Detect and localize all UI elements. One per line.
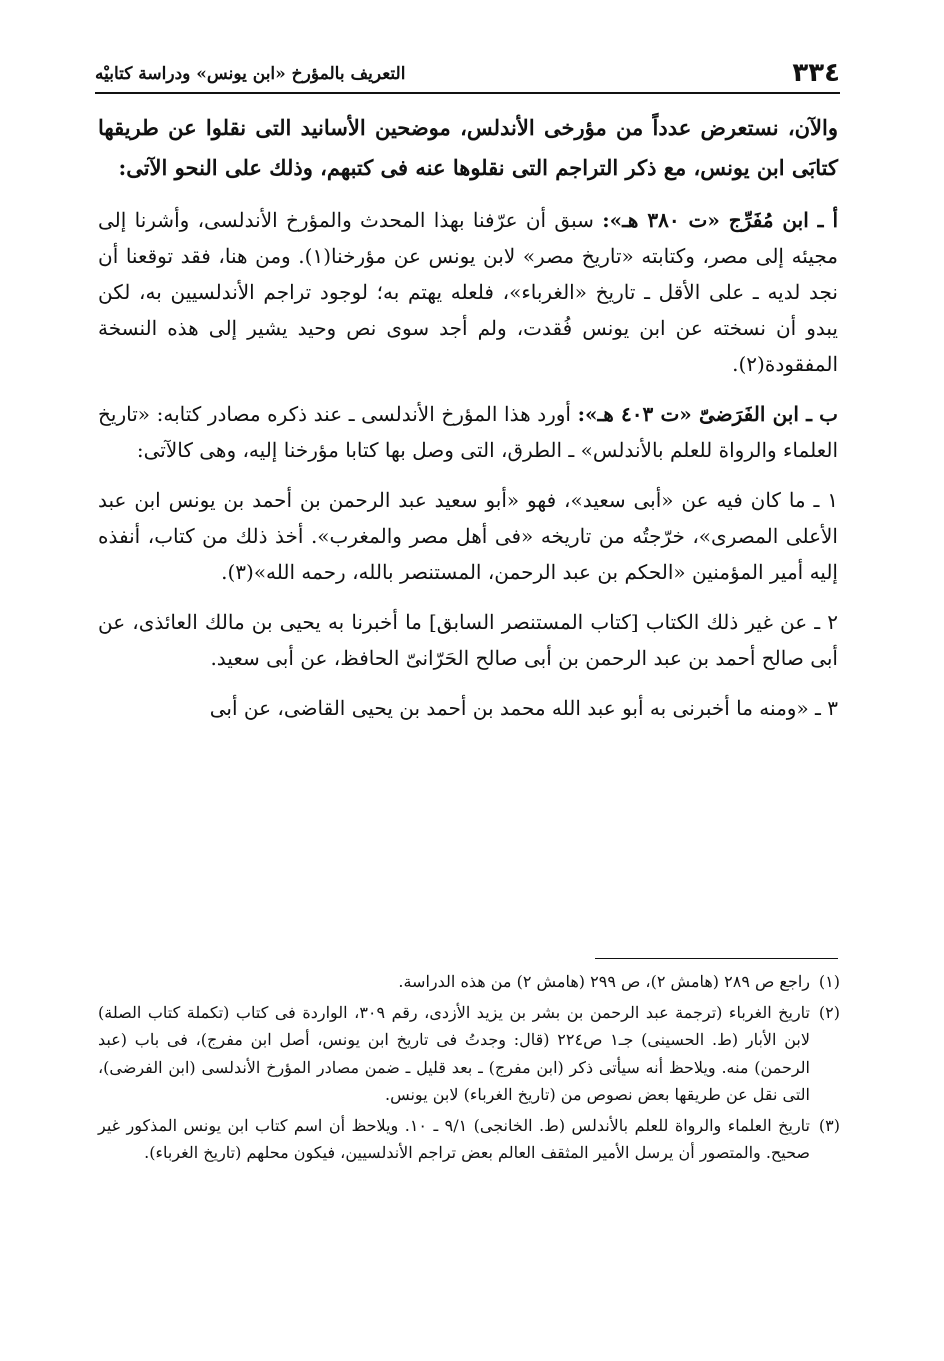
footnote-separator — [595, 958, 838, 959]
main-text — [98, 108, 838, 740]
footnote-1 — [98, 968, 840, 996]
footnotes — [98, 968, 840, 1170]
footnote-number: (٣) — [818, 1115, 840, 1135]
header-rule — [95, 92, 840, 94]
section-b-paragraph — [98, 396, 838, 468]
section-b-label: ب ـ ابن الفَرَضىّ «ت ٤٠٣ هـ»: — [577, 402, 838, 426]
section-b-text: أورد هذا المؤرخ الأندلسى ـ عند ذكره مصادر كتابه: «تاريخ العلماء والرواة للعلم بالأندلس» ـ الطرق، التى وصل بها كتابا مؤرخنا إليه، وهى كالآتى: — [98, 402, 838, 462]
running-title: التعريف بالمؤرخ «ابن يونس» ودراسة كتابيْه — [95, 64, 406, 84]
list-item-1: ١ ـ ما كان فيه عن «أبى سعيد»، فهو «أبو سعيد عبد الرحمن بن أحمد بن يونس ابن عبد الأعلى المصرى»، خرّجتُه من تاريخه «فى أهل مصر والمغرب». أخذ ذلك من كتاب، أنفذه إليه أمير المؤمنين «الحكم بن عبد الرحمن، المستنصر بالله، رحمه الله»(٣). — [98, 488, 838, 584]
intro-paragraph: والآن، نستعرض عدداً من مؤرخى الأندلس، موضحين الأسانيد التى نقلوا عن طريقها كتابَى ابن يونس، مع ذكر التراجم التى نقلوها عنه فى كتبهم، وذلك على النحو الآتى: — [98, 115, 838, 180]
list-item-2: ٢ ـ عن غير ذلك الكتاب [كتاب المستنصر السابق] ما أخبرنا به يحيى بن مالك العائذى، عن أبى صالح أحمد بن عبد الرحمن بن أبى صالح الحَرّانىّ الحافظ، عن أبى سعيد. — [98, 610, 838, 670]
footnote-2 — [98, 999, 840, 1109]
running-header — [95, 58, 840, 88]
footnote-text: تاريخ العلماء والرواة للعلم بالأندلس (ط. الخانجى) ٩/١ ـ ١٠. ويلاحظ أن اسم كتاب ابن يونس المذكور غير صحيح. والمتصور أن يرسل الأمير المثقف العالم بعض تراجم الأندلسيين، فيكون محلهم (تاريخ الغرباء). — [98, 1115, 811, 1162]
footnote-number: (١) — [818, 972, 840, 991]
list-item-3: ٣ ـ «ومنه ما أخبرنى به أبو عبد الله محمد بن أحمد بن يحيى القاضى، عن أبى — [209, 696, 838, 720]
section-a-label: أ ـ ابن مُفَرِّج «ت ٣٨٠ هـ»: — [602, 208, 838, 232]
section-a-paragraph — [98, 202, 838, 382]
footnote-3 — [98, 1112, 840, 1167]
section-a-text: سبق أن عرّفنا بهذا المحدث والمؤرخ الأندلسى، وأشرنا إلى مجيئه إلى مصر، وكتابته «تاريخ مصر» لابن يونس عن مؤرخنا(١). ومن هنا، فقد توقعنا أن نجد لديه ـ على الأقل ـ تاريخ «الغرباء»، فلعله يهتم به؛ لوجود تراجم الأندلسيين به، لكن يبدو أن نسخته عن ابن يونس فُقدت، ولم أجد سوى نص وحيد يشير إلى هذه النسخة المفقودة(٢). — [98, 208, 838, 376]
footnote-text: راجع ص ٢٨٩ (هامش ٢)، ص ٢٩٩ (هامش ٢) من هذه الدراسة. — [398, 972, 810, 991]
footnote-text: تاريخ الغرباء (ترجمة عبد الرحمن بن بشر بن يزيد الأزدى، رقم ٣٠٩، الواردة فى كتاب (تكملة كتاب الصلة) لابن الأبار (ط. الحسينى) جـ١ ص٢٢٤ (قال: وجدتُ فى تاريخ ابن يونس، أصل ابن مفرج)، فى باب (عبد الرحمن) منه. ويلاحظ أنه سيأتى ذكر (ابن مفرج) ـ بعد قليل ـ ضمن مصادر المؤرخ الأندلسى (ابن الفرضى)، التى نقل عن طريقها بعض نصوص من (تاريخ الغرباء) لابن يونس. — [98, 1002, 811, 1104]
page-number: ٣٣٤ — [792, 58, 840, 88]
footnote-number: (٢) — [818, 1002, 840, 1022]
